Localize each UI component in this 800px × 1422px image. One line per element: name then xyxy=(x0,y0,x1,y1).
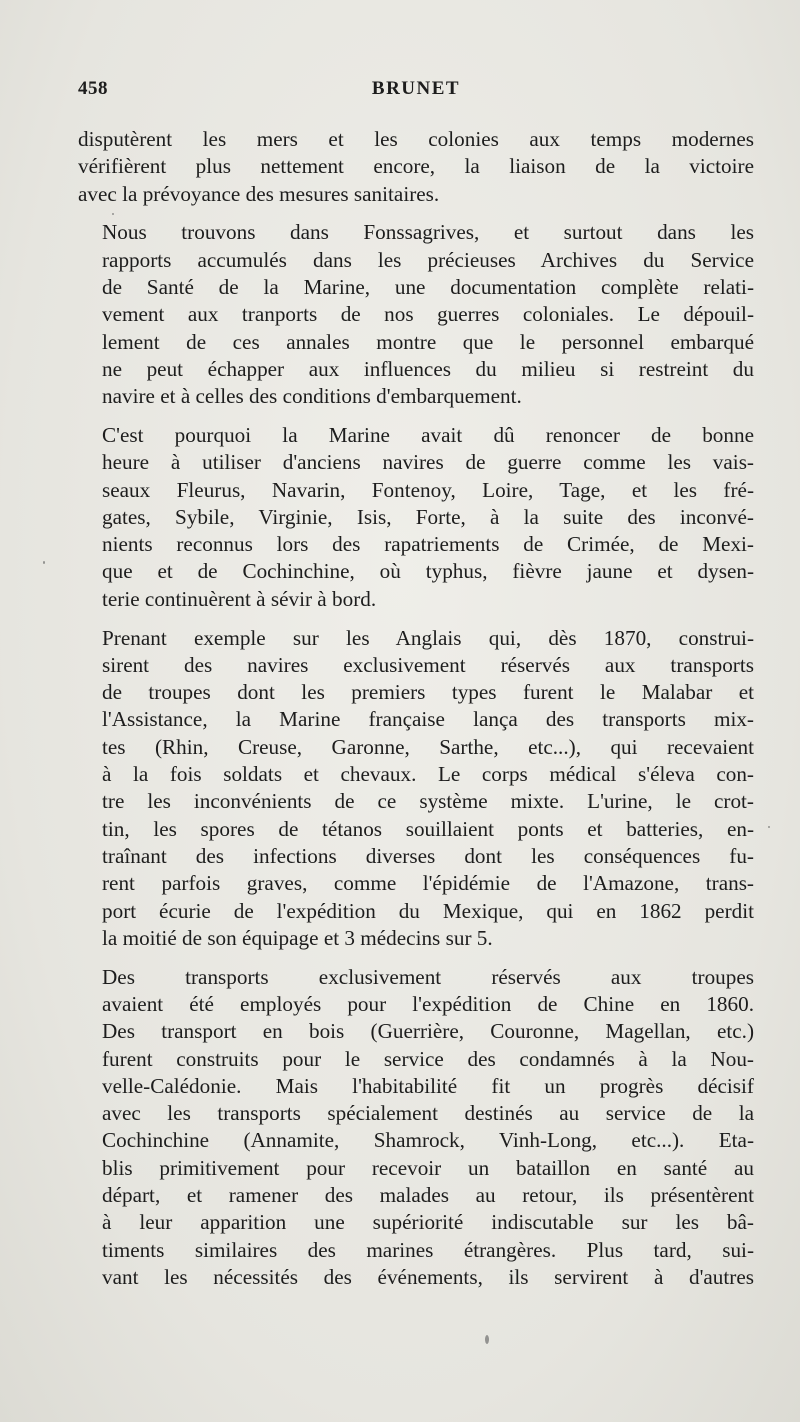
text-line: timents similaires des marines étrangères. Plus tard, sui- xyxy=(102,1237,754,1262)
text-line: seaux Fleurus, Navarin, Fontenoy, Loire, Tage, et les fré- xyxy=(102,477,754,502)
paragraph xyxy=(78,964,754,1292)
text-line: l'Assistance, la Marine française lança des transports mix- xyxy=(102,707,754,732)
body-text xyxy=(78,126,754,1303)
text-line: tes (Rhin, Creuse, Garonne, Sarthe, etc...), qui recevaient xyxy=(102,734,754,759)
paragraph xyxy=(78,126,754,208)
text-line: de troupes dont les premiers types furent le Malabar et xyxy=(102,680,754,705)
text-line: que et de Cochinchine, où typhus, fièvre jaune et dysen- xyxy=(102,559,754,584)
text-line: heure à utiliser d'anciens navires de guerre comme les vais- xyxy=(102,450,754,475)
text-line: rent parfois graves, comme l'épidémie de l'Amazone, trans- xyxy=(102,871,754,896)
text-line: velle-Calédonie. Mais l'habitabilité fit un progrès décisif xyxy=(102,1073,754,1098)
text-line: avec la prévoyance des mesures sanitaires. xyxy=(78,181,440,206)
text-line: lement de ces annales montre que le personnel embarqué xyxy=(102,329,754,354)
text-line: tre les inconvénients de ce système mixte. L'urine, le crot- xyxy=(102,789,754,814)
text-line: nients reconnus lors des rapatriements de Crimée, de Mexi- xyxy=(102,532,754,557)
text-line: de Santé de la Marine, une documentation complète relati- xyxy=(102,274,754,299)
scan-speck xyxy=(768,826,770,828)
text-line: avaient été employés pour l'expédition de Chine en 1860. xyxy=(102,991,754,1016)
text-line: furent construits pour le service des condamnés à la Nou- xyxy=(102,1046,754,1071)
text-line: à la fois soldats et chevaux. Le corps médical s'éleva con- xyxy=(102,762,754,787)
text-line: Des transports exclusivement réservés aux troupes xyxy=(102,964,754,989)
text-line: ne peut échapper aux influences du milieu si restreint du xyxy=(102,356,754,381)
text-line: sirent des navires exclusivement réservés aux transports xyxy=(102,652,754,677)
text-line: la moitié de son équipage et 3 médecins sur 5. xyxy=(102,925,493,950)
text-line: C'est pourquoi la Marine avait dû renoncer de bonne xyxy=(102,422,754,447)
scan-speck xyxy=(112,213,114,215)
text-line: vement aux tranports de nos guerres coloniales. Le dépouil- xyxy=(102,302,754,327)
text-line: vérifièrent plus nettement encore, la liaison de la victoire xyxy=(78,154,754,179)
scan-speck xyxy=(43,561,45,564)
text-line: disputèrent les mers et les colonies aux temps modernes xyxy=(78,127,754,151)
paragraph xyxy=(78,219,754,410)
paragraph xyxy=(78,625,754,953)
text-line: gates, Sybile, Virginie, Isis, Forte, à la suite des inconvé- xyxy=(102,504,754,529)
text-line: Des transport en bois (Guerrière, Couronne, Magellan, etc.) xyxy=(102,1019,754,1044)
page-number: 458 xyxy=(78,78,108,99)
text-line: traînant des infections diverses dont les conséquences fu- xyxy=(102,843,754,868)
text-line: Nous trouvons dans Fonssagrives, et surtout dans les xyxy=(102,220,754,245)
text-line: départ, et ramener des malades au retour, ils présentèrent xyxy=(102,1182,754,1207)
page-header xyxy=(78,78,754,108)
text-line: vant les nécessités des événements, ils servirent à d'autres xyxy=(102,1264,754,1289)
running-head: BRUNET xyxy=(371,78,461,99)
text-line: terie continuèrent à sévir à bord. xyxy=(102,586,377,611)
text-line: tin, les spores de tétanos souillaient ponts et batteries, en- xyxy=(102,816,754,841)
text-line: navire et à celles des conditions d'embarquement. xyxy=(102,384,522,409)
paragraph xyxy=(78,422,754,613)
text-line: rapports accumulés dans les précieuses Archives du Service xyxy=(102,247,754,272)
text-line: Cochinchine (Annamite, Shamrock, Vinh-Long, etc...). Eta- xyxy=(102,1128,754,1153)
text-line: port écurie de l'expédition du Mexique, qui en 1862 perdit xyxy=(102,898,754,923)
text-line: avec les transports spécialement destinés au service de la xyxy=(102,1101,754,1126)
text-line: blis primitivement pour recevoir un bataillon en santé au xyxy=(102,1155,754,1180)
scan-speck xyxy=(485,1335,489,1344)
text-line: Prenant exemple sur les Anglais qui, dès 1870, construi- xyxy=(102,625,754,650)
text-line: à leur apparition une supériorité indiscutable sur les bâ- xyxy=(102,1210,754,1235)
